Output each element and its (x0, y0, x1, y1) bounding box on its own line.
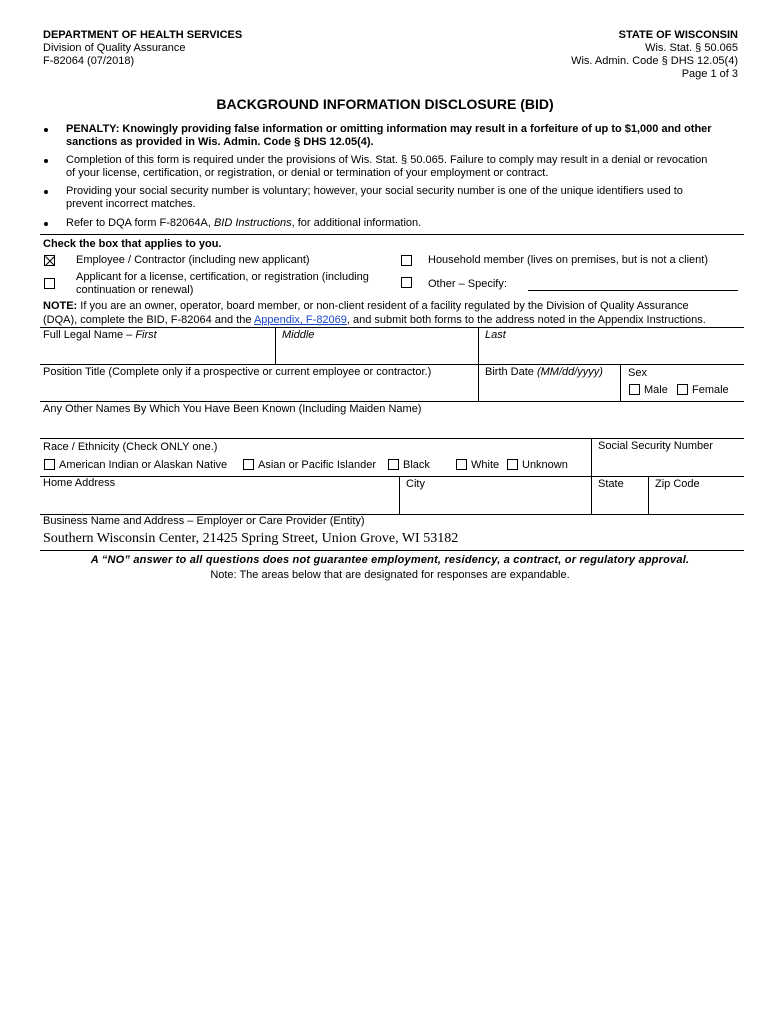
admin-code-ref: Wis. Admin. Code § DHS 12.05(4) (571, 55, 738, 67)
middle-name-label: Middle (282, 329, 315, 341)
city-label: City (406, 478, 425, 490)
position-title-label: Position Title (Complete only if a prospective or current employee or contractor.) (43, 366, 432, 378)
sex-label: Sex (628, 367, 647, 379)
completion-line-2: of your license, certification, or registration, or denial or termination of your employment or contract. (66, 167, 549, 179)
race-white-checkbox[interactable] (456, 459, 467, 470)
statute-ref: Wis. Stat. § 50.065 (645, 42, 738, 54)
applicant-label-line-2: continuation or renewal) (76, 284, 194, 296)
employee-label: Employee / Contractor (including new applicant) (76, 254, 310, 266)
household-checkbox[interactable] (401, 255, 412, 266)
applicant-label-line-1: Applicant for a license, certification, or registration (including (76, 271, 369, 283)
grid-line (275, 327, 276, 365)
home-address-label: Home Address (43, 477, 116, 489)
grid-line (399, 476, 400, 514)
zip-code-label: Zip Code (655, 478, 700, 490)
department-name: DEPARTMENT OF HEALTH SERVICES (43, 29, 243, 41)
state-name: STATE OF WISCONSIN (618, 29, 738, 41)
applicant-checkbox[interactable] (44, 278, 55, 289)
form-number: F-82064 (07/2018) (43, 55, 135, 67)
grid-line (648, 476, 649, 514)
business-label: Business Name and Address – Employer or Care Provider (Entity) (43, 515, 365, 527)
other-checkbox[interactable] (401, 277, 412, 288)
note-line-2: (DQA), complete the BID, F-82064 and the Appendix, F-82069, and submit both forms to the address noted in the Appendix Instructions. (43, 314, 706, 326)
appendix-link[interactable]: Appendix, F-82069 (253, 314, 347, 326)
race-black-label: Black (403, 459, 430, 471)
divider (40, 234, 744, 235)
household-label: Household member (lives on premises, but is not a client) (428, 254, 709, 266)
no-answer-notice: A “NO” answer to all questions does not guarantee employment, residency, a contract, or regulatory approval. (90, 554, 690, 566)
grid-line (40, 327, 744, 328)
penalty-line-1: PENALTY: Knowingly providing false information or omitting information may result in a forfeiture of up to $1,000 and other (66, 123, 712, 135)
female-label: Female (692, 384, 729, 396)
state-label: State (598, 478, 624, 490)
other-specify-field[interactable] (528, 290, 738, 291)
bullet-marker (44, 190, 48, 194)
grid-line (40, 476, 591, 477)
ssn-voluntary-line-2: prevent incorrect matches. (66, 198, 196, 210)
race-unknown-label: Unknown (522, 459, 568, 471)
expandable-notice: Note: The areas below that are designated for responses are expandable. (210, 569, 570, 581)
race-black-checkbox[interactable] (388, 459, 399, 470)
refer-instructions: Refer to DQA form F-82064A, BID Instructions, for additional information. (66, 217, 422, 229)
ssn-label: Social Security Number (598, 440, 713, 452)
male-checkbox[interactable] (629, 384, 640, 395)
race-asian-checkbox[interactable] (243, 459, 254, 470)
bullet-marker (44, 128, 48, 132)
grid-line (478, 327, 479, 365)
race-american-indian-label: American Indian or Alaskan Native (59, 459, 228, 471)
race-american-indian-checkbox[interactable] (44, 459, 55, 470)
male-label: Male (644, 384, 668, 396)
other-label: Other – Specify: (428, 278, 507, 290)
form-title: BACKGROUND INFORMATION DISCLOSURE (BID) (216, 96, 554, 112)
race-label: Race / Ethnicity (Check ONLY one.) (43, 441, 218, 453)
race-asian-label: Asian or Pacific Islander (258, 459, 376, 471)
page-number: Page 1 of 3 (681, 68, 738, 80)
ssn-voluntary-line-1: Providing your social security number is voluntary; however, your social security number is one of the unique identifiers used to (66, 185, 683, 197)
bullet-marker (44, 159, 48, 163)
last-name-label: Last (485, 329, 506, 341)
employee-checkbox[interactable] (44, 255, 55, 266)
grid-line (40, 401, 744, 402)
race-white-label: White (471, 459, 500, 471)
race-unknown-checkbox[interactable] (507, 459, 518, 470)
full-name-label: Full Legal Name – First (43, 329, 157, 341)
grid-line (40, 364, 744, 365)
female-checkbox[interactable] (677, 384, 688, 395)
business-name-field[interactable]: Southern Wisconsin Center, 21425 Spring Street, Union Grove, WI 53182 (43, 531, 459, 546)
note-line-1: NOTE: If you are an owner, operator, board member, or non-client resident of a facility regulated by the Division of Quality Assurance (43, 300, 689, 312)
birth-date-label: Birth Date (MM/dd/yyyy) (485, 366, 603, 378)
grid-line (620, 364, 621, 401)
division-name: Division of Quality Assurance (43, 42, 186, 54)
completion-line-1: Completion of this form is required under the provisions of Wis. Stat. § 50.065. Failure to comply may result in a denial or revocation (66, 154, 708, 166)
check-heading: Check the box that applies to you. (43, 238, 222, 250)
penalty-line-2: sanctions as provided in Wis. Admin. Code § DHS 12.05(4). (66, 136, 374, 148)
grid-line (591, 476, 744, 477)
grid-line (40, 438, 744, 439)
grid-line (40, 550, 744, 551)
other-names-label: Any Other Names By Which You Have Been Known (Including Maiden Name) (43, 403, 422, 415)
bullet-marker (44, 222, 48, 226)
grid-line (478, 364, 479, 401)
